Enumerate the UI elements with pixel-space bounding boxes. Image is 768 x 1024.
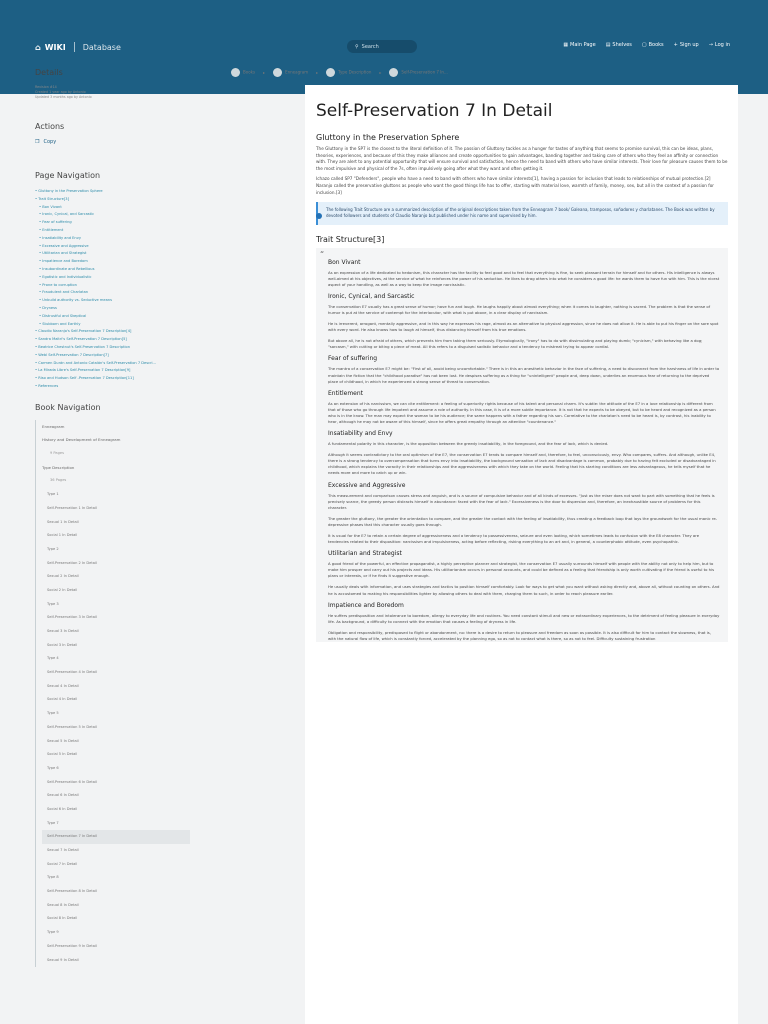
book-nav-item[interactable]: Self-Preservation 5 In Detail <box>47 724 97 729</box>
trait-heading: Bon Vivant <box>328 258 361 266</box>
nav-books[interactable] <box>642 42 664 48</box>
book-nav-item[interactable]: Sexual 6 In Detail <box>47 793 79 798</box>
copy-action[interactable] <box>35 139 190 145</box>
books-icon <box>231 68 240 77</box>
header-bar <box>35 36 730 58</box>
detail-revision: Revision #14 <box>35 85 57 89</box>
page-nav-item[interactable]: • Claudio Naranjo's Self-Preservation 7 Description[4] <box>35 328 190 336</box>
book-nav-page-count[interactable]: 36 Pages <box>50 478 67 483</box>
books-icon: ▢ <box>641 42 647 48</box>
actions-heading: Actions <box>35 122 65 131</box>
trait-paragraph: As an expression of a life dedicated to hedonism, this character has the facility to feel good and to feel that everything is fine, to seek pleasant terrain for himself and for others. His intelligence is always well-aimed at his objectives, at the service of what he reinforces the power of his seduction. He likes to drag others into what he considers a good life: he wants them to have fun with him. This is the nicest aspect of your handling, as well as a way to keep the image narcissistic. <box>328 269 720 287</box>
trait-paragraph: It is usual for the E7 to retain a certain degree of aggressiveness and a tendency to possessiveness, seizure and even looting, which sometimes leads to confusion with the E8 character. They are tendencies related to their disposition: narcissism and impulsiveness, acting before reflecting, risking everything to an art and, in general, a counterphobic attitude, even psychopathic. <box>328 533 700 545</box>
detail-created: Created 1 year ago by Antonio <box>35 90 86 94</box>
book-nav-item[interactable]: History and Development of Enneagram <box>42 437 121 443</box>
page-nav-item[interactable]: • La Mirada Libre's Self-Preservation 7 Description[9] <box>35 367 190 375</box>
book-nav-item[interactable]: Self-Preservation 1 In Detail <box>47 505 97 510</box>
page-nav-item[interactable]: • Dryness <box>35 305 190 313</box>
trait-paragraph: As an extension of his narcissism, we can cite entitlement: a feeling of superiority rights because of his talent and personal charm. It's subtle: the attitude of the E7 in a love relationship is different from that of those who go through life impotent and assume a role of authority. In this case, it is of a more subtle importance. It is not that he expects to be obeyed, but to be heard and recognized as a person who is in the know. The man may expect the woman to be his audience; the same happens with a father regarding his son. Correlative to the charlatan's need to be heard is, by contrast, his inability to hear, although he may not be aware of this himself, since he offers great empathy through an attentive "countenance." <box>328 400 716 424</box>
trait-heading: Excessive and Aggressive <box>328 481 406 489</box>
book-nav-item[interactable]: Social 8 In Detail <box>47 916 78 921</box>
quote-icon: “ <box>320 249 325 259</box>
book-nav-item[interactable]: Type 1 <box>47 492 59 497</box>
page-nav-item[interactable]: • Sandra Maitri's Self-Preservation 7 Description[5] <box>35 336 190 344</box>
page-navigation <box>35 188 190 391</box>
page-nav-item[interactable]: • Excessive and Aggressive <box>35 243 190 251</box>
search-placeholder: Search <box>361 43 379 50</box>
login-icon: → <box>708 42 713 48</box>
page-content <box>305 85 738 1024</box>
nav-sign-up[interactable] <box>674 42 699 48</box>
page-nav-item[interactable]: • Insatiability and Envy <box>35 235 190 243</box>
page-nav-item[interactable]: • Entitlement <box>35 227 190 235</box>
book-nav-item[interactable]: Type 5 <box>47 711 59 716</box>
page-nav-item[interactable]: • Fear of suffering <box>35 219 190 227</box>
book-nav-item[interactable]: Sexual 7 In Detail <box>47 848 79 853</box>
nav-label: Log in <box>714 42 730 48</box>
book-nav-item[interactable]: Self-Preservation 3 In Detail <box>47 615 97 620</box>
chevron-right-icon: ▸ <box>263 70 266 75</box>
trait-paragraph: He suffers predisposition and intolerance to boredom, allergy to everyday life and routines. You need constant stimuli and new or extraordinary experiences, to the detriment of feeling pleasure in everyday life. As background, a difficulty to connect with the emotion that causes a feeling of dryness in life. <box>328 612 720 624</box>
page-nav-item[interactable]: • Fraudulent and Charlatan <box>35 289 190 297</box>
details-heading: Details <box>35 68 63 77</box>
trait-paragraph: He usually deals with information, and uses strategies and tactics to position himself comfortably. Look for ways to get what you want without asking directly and, above all, without counting on others. And he is accustomed to making his responsibilities lighter by allowing others to deal with them, charging them to such, in order to reach pleasure earlier. <box>328 584 720 596</box>
book-nav-item[interactable]: Social 4 In Detail <box>47 697 78 702</box>
trait-paragraph: Although it seems contradictory to the oral optimism of the E7, the conservation E7 tends to compare himself and, therefore, to feel, unconsciously, envy. Who compares, suffers. And although, unlike E4, there is a strong tendency to overcompensation that turns envy into insatiability, the background sensation of lack and disadvantage is common, probably due to having felt excluded or disadvantaged in childhood, which explains the voracity in their relationships and the aggressiveness with which they take on the world. Feeling that his starting conditions are less advantageous, he tells myself that he needs more and more to catch up or win. <box>328 452 716 476</box>
page-title: Self-Preservation 7 In Detail <box>316 101 553 121</box>
book-nav-item[interactable]: Social 5 In Detail <box>47 752 78 757</box>
nav-log-in[interactable] <box>709 42 730 48</box>
book-nav-item[interactable]: Self-Preservation 6 In Detail <box>47 779 97 784</box>
trait-heading: Utilitarian and Strategist <box>328 550 402 558</box>
paragraph: Ichazo called SP7 "Defenders", people who have a need to band with others who have similar interests[1], having a passion for inclusion that leads to relationships of mutual protection.[2] Naranjo called the preservative gluttons as people who want the good things life has to offer, starting with material love, warmth of family, money, sex, but all in the context of a passion for inclusion.[3] <box>316 176 715 195</box>
paragraph: The Gluttony in the SP7 is the closest to the literal definition of it. The passion of Gluttony tackles as a hunger for tastes of anything that seems to promise survival, this can be ideas, plans, theories, experiences, and because of this they make alliances and create opportunities to gain advantages, banding together and taking care of others who they feel an affinity or connection with. They are alert to any potential opportunity that will ensure survival and satisfaction, hence the need to band with others who have similar interests. Their love for pleasure causes them to be the most impulsive and physical of the 7s, often impulsively going after what they want and often getting it. <box>316 146 728 171</box>
page-nav-item[interactable]: • Unbuild authority vs. Seductive means <box>35 297 190 305</box>
callout-text: The following Trait Structure are a summarized description of the original descriptions taken from the Enneagram 7 book/ Galeana, tramposos, soñadores y charlatanes. The Book was written by devoted followers and students of Claudio Naranjo but published under his name and supervised by him. <box>326 207 715 219</box>
nav-main-page[interactable] <box>563 42 595 48</box>
page-nav-item[interactable]: • Trait Structure[3] <box>35 196 190 204</box>
book-nav-item[interactable]: Sexual 8 In Detail <box>47 902 79 907</box>
chevron-right-icon: ▸ <box>379 70 382 75</box>
book-nav-item[interactable]: Type 3 <box>47 601 59 606</box>
trait-paragraph: He is irreverent, arrogant, mentally aggressive, and in this way he expresses his rage, almost as an alternative to physical aggression, since he does not allow it. He is able to put his finger on the sore spot with every word. He also knows how to laugh at himself, thus distancing himself from his true emotions. <box>328 321 719 333</box>
book-nav-item[interactable]: Social 1 In Detail <box>47 533 78 538</box>
trait-heading: Impatience and Boredom <box>328 601 404 609</box>
trait-paragraph: The mantra of a conservation E7 might be: "First of all, avoid being uncomfortable." There is in this an anesthetic behavior in the face of suffering, a need to disconnect from the harshness of life in order to maintain the fiction that the "childhood paradise" has not been lost. He despises suffering as a thing for "unintelligent" people and, deep down, underlies an enormous fear of returning to the deprived place of childhood, in which he experienced a strong sense of threat to conservation. <box>328 366 720 384</box>
left-sidebar <box>35 60 190 990</box>
breadcrumb-books[interactable] <box>231 68 255 77</box>
page-icon <box>389 68 398 77</box>
trait-quote-block <box>316 248 728 642</box>
book-nav-item[interactable]: Type 2 <box>47 546 59 551</box>
detail-updated: Updated 3 months ago by Antonio <box>35 95 92 99</box>
book-nav-item[interactable]: Sexual 3 In Detail <box>47 629 79 634</box>
breadcrumb-label: Type Description <box>338 69 372 75</box>
book-nav-page-count[interactable]: 9 Pages <box>50 451 65 456</box>
document-icon: ▦ <box>563 42 569 48</box>
search-icon: ⚲ <box>355 43 359 50</box>
trait-paragraph: Obligation and responsibility, predisposed to flight or abandonment, no: there is a desire to return to pleasure and freedom as soon as possible. It is also difficult for him to contact the slowness, that is, with the natural flow of life, which is constantly forced, accelerated by the planning ego, so as not to contact what is there, so as not to feel. Difficulty sustaining frustration <box>328 629 711 641</box>
page-nav-item[interactable]: • Riso and Hudson Self -Preservation 7 Description[11] <box>35 375 190 383</box>
trait-heading: Entitlement <box>328 389 364 397</box>
book-navigation <box>35 420 190 968</box>
breadcrumb-label: Books <box>243 69 256 75</box>
book-nav-item[interactable]: Type Description <box>42 464 75 470</box>
chevron-right-icon: ▸ <box>316 70 319 75</box>
page-nav-item[interactable]: • Impatience and Boredom <box>35 258 190 266</box>
page-nav-item[interactable]: • Egotistic and Individualistic <box>35 274 190 282</box>
book-nav-item[interactable]: Type 8 <box>47 875 59 880</box>
book-nav-item[interactable]: Social 2 In Detail <box>47 587 78 592</box>
logo[interactable] <box>35 42 121 52</box>
page-nav-item[interactable]: • Insubordinate and Rebellious <box>35 266 190 274</box>
trait-paragraph: But above all, he is not afraid of others, which prevents him from taking them seriously. Etymologically, "irony" has to do with dissimulating and playing dumb; "cynicism," with behaving like a dog; "sarcasm," with cutting or biting a piece of meat. All this refers to a disguised sadistic behavior and a tendency to mistreat trying to appear cordial. <box>328 338 703 350</box>
page-nav-item[interactable]: • Distrustful and Skeptical <box>35 313 190 321</box>
book-nav-item[interactable]: Sexual 4 In Detail <box>47 683 79 688</box>
page-nav-item[interactable]: • References <box>35 383 190 391</box>
section-name: Database <box>82 42 121 52</box>
copy-icon: ❐ <box>35 139 40 145</box>
logo-divider <box>74 42 75 52</box>
book-nav-item[interactable]: Self-Preservation 2 In Detail <box>47 560 97 565</box>
nav-label: Sign up <box>679 42 699 48</box>
chapter-icon <box>326 68 335 77</box>
info-callout <box>316 202 728 224</box>
top-nav <box>563 42 730 48</box>
trait-heading: Ironic, Cynical, and Sarcastic <box>328 292 415 300</box>
copy-label: Copy <box>43 139 57 145</box>
book-nav-item[interactable]: Self-Preservation 4 In Detail <box>47 670 97 675</box>
nav-label: Shelves <box>612 42 632 48</box>
book-nav-item[interactable]: Social 3 In Detail <box>47 642 78 647</box>
section-heading: Trait Structure[3] <box>316 234 385 244</box>
book-nav-heading: Book Navigation <box>35 402 101 412</box>
trait-paragraph: The conservation E7 usually has a great sense of humor; have fun and laugh. He laughs happily about almost everything; when it comes to laughter, nothing is sacred. The problem is that the sense of humor is put at the service of contempt for the interlocutor, with what is put above, in a clear display of narcissism. <box>328 303 711 315</box>
page-nav-item[interactable]: • Carmen Durán and Antonio Catalán's Self-Preservation 7 Descri... <box>35 360 190 368</box>
trait-paragraph: The greater the gluttony, the greater the orientation to compare, and the greater the contact with the feeling of insatiability, thus creating a feedback loop that lays the groundwork for the usual manic re-depressive phases that this character usually goes through. <box>328 515 718 527</box>
page-nav-item[interactable]: • Bon Vivant <box>35 204 190 212</box>
info-icon <box>316 213 322 219</box>
home-icon: ⌂ <box>35 42 41 52</box>
book-nav-item[interactable]: Type 9 <box>47 930 59 935</box>
breadcrumb-current-page[interactable] <box>389 68 447 77</box>
breadcrumb-type-description[interactable] <box>326 68 371 77</box>
user-plus-icon: + <box>673 42 678 48</box>
page-nav-heading: Page Navigation <box>35 171 101 180</box>
page-nav-item[interactable]: • Webl Self-Preservation 7 Description[7] <box>35 352 190 360</box>
trait-paragraph: This measurement and comparison causes stress and anguish, and is a source of compulsive behavior and of all kinds of excesses. "Just as the miser does not want to part with something that he feels is precisely scarce, the greedy person distracts himself in abundance: faced with the fear of lack." Excessiveness is the door to dispersion and, therefore, an inexhaustible source of problems for this character. <box>328 492 715 510</box>
nav-shelves[interactable] <box>606 42 632 48</box>
page-nav-item[interactable]: • Stubborn and Earthly <box>35 321 190 329</box>
book-icon <box>273 68 282 77</box>
book-nav-item[interactable]: Sexual 1 In Detail <box>47 519 79 524</box>
book-nav-item[interactable]: Self-Preservation 9 In Detail <box>47 943 97 948</box>
page-nav-item[interactable]: • Ironic, Cynical, and Sarcastic <box>35 211 190 219</box>
book-nav-item[interactable]: Type 7 <box>47 820 59 825</box>
page-nav-item[interactable]: • Beatrice Chestnut's Self-Preservation 7 Description <box>35 344 190 352</box>
book-nav-item[interactable]: Self-Preservation 7 In Detail <box>42 830 190 844</box>
page-nav-item[interactable]: • Gluttony in the Preservation Sphere <box>35 188 190 196</box>
trait-heading: Insatiability and Envy <box>328 430 393 438</box>
book-nav-item[interactable]: Enneagram <box>42 423 65 429</box>
breadcrumb-label: Enneagram <box>285 69 309 75</box>
logo-text: WIKI <box>44 42 66 52</box>
breadcrumb-label: Self-Preservation 7 In... <box>401 69 448 75</box>
book-nav-item[interactable]: Self-Preservation 8 In Detail <box>47 889 97 894</box>
book-nav-item[interactable]: Sexual 2 In Detail <box>47 574 79 579</box>
book-nav-item[interactable]: Sexual 5 In Detail <box>47 738 79 743</box>
trait-paragraph: A fundamental polarity in this character, is the opposition between the greedy insatiability, in the foreground, and the fear of lack, which is denied. <box>328 441 609 447</box>
page-nav-item[interactable]: • Prone to corruption <box>35 282 190 290</box>
breadcrumb-enneagram[interactable] <box>273 68 308 77</box>
book-nav-item[interactable]: Social 6 In Detail <box>47 806 78 811</box>
book-nav-item[interactable]: Type 6 <box>47 765 59 770</box>
nav-label: Books <box>648 42 664 48</box>
trait-heading: Fear of suffering <box>328 355 378 363</box>
book-nav-item[interactable]: Social 7 In Detail <box>47 861 78 866</box>
book-nav-item[interactable]: Type 4 <box>47 656 59 661</box>
section-heading: Gluttony in the Preservation Sphere <box>316 133 460 142</box>
trait-paragraph: A good friend of the powerful, an effective propagandist, a highly perceptive planner and strategist, the conservation E7 usually surrounds himself with people with the ability not only to help him, but to make him prosper and carry out his projects and ideas. His utilitarianism occurs in personal accounts, and could be defined as a feeling that friendship is only worth cultivating if the friend is useful to his plans or interests, or if he finds it suggestive enough. <box>328 561 715 579</box>
page-nav-item[interactable]: • Utilitarian and Strategist <box>35 250 190 258</box>
nav-label: Main Page <box>570 42 596 48</box>
breadcrumb <box>231 68 448 77</box>
book-nav-item[interactable]: Sexual 9 In Detail <box>47 957 79 962</box>
search-input[interactable] <box>347 40 417 53</box>
shelves-icon: ▤ <box>605 42 611 48</box>
